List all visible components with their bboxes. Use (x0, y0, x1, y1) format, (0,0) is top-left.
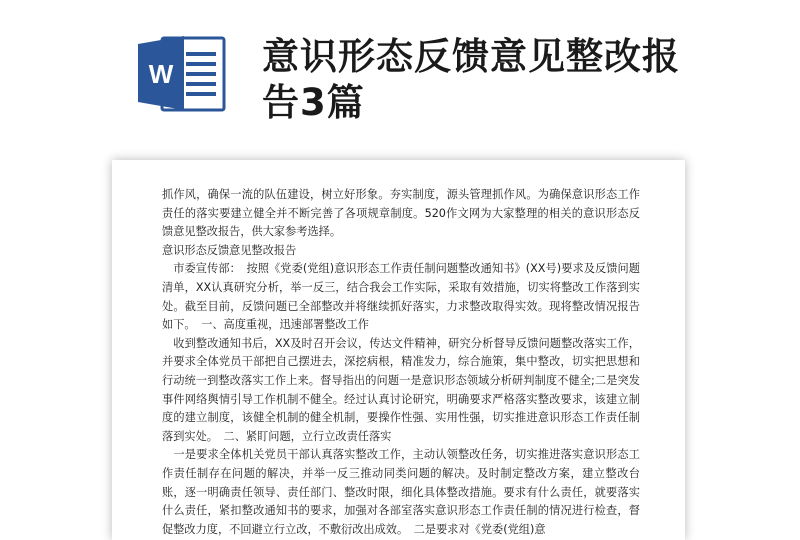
paragraph-section-1: 收到整改通知书后，XX及时召开会议，传达文件精神，研究分析督导反馈问题整改落实工作，并要求全体党员干部把自己摆进去，深挖病根，精准发力，综合施策，集中整改，切实把思想和行动统一到整改落实工作上来。督导指出的问题一是意识形态领域分析研判制度不健全;二是突发事件网络舆情引导工作机制不健全。经过认真讨论研究，明确要求严格落实整改要求，该建立制度的建立制度，该健全机制的健全机制，要操作性强、实用性强，切实推进意识形态工作责任制落到实处。 二、紧盯问题，立行立改责任落实 (162, 336, 640, 443)
document-preview-page (112, 160, 685, 540)
page-title: 意识形态反馈意见整改报告3篇 (262, 35, 680, 124)
word-document-icon (138, 32, 228, 114)
header (0, 0, 800, 160)
paragraph-intro: 抓作风，确保一流的队伍建设，树立好形象。夯实制度，源头管理抓作风。为确保意识形态工作责任的落实要建立健全并不断完善了各项规章制度。520作文网为大家整理的相关的意识形态反馈意见整改报告，供大家参考选择。 (162, 188, 640, 239)
document-body (162, 186, 640, 539)
word-icon-letter: W (148, 59, 174, 89)
paragraph-salutation: 市委宣传部： 按照《党委(党组)意识形态工作责任制问题整改通知书》(XX号)要求及反馈问题清单，XX认真研究分析，举一反三，结合我会工作实际，采取有效措施，切实将整改工作落到实处。截至目前，反馈问题已全部整改并将继续抓好落实，力求整改取得实效。现将整改情况报告如下。 一、高度重视，迅速部署整改工作 (162, 262, 640, 332)
paragraph-section-2: 一是要求全体机关党员干部认真落实整改工作，主动认领整改任务，切实推进落实意识形态工作责任制存在问题的解决，并举一反三推动同类问题的解决。及时制定整改方案，建立整改台账，逐一明确责任领导、责任部门、整改时限，细化具体整改措施。要求有什么责任，就要落实什么责任，紧扣整改通知书的要求，加强对各部室落实意识形态工作责任制的情况进行检查，督促整改力度，不回避立行立改，不敷衍改出成效。 二是要求对《党委(党组)意 (162, 448, 640, 536)
paragraph-heading: 意识形态反馈意见整改报告 (162, 243, 297, 257)
